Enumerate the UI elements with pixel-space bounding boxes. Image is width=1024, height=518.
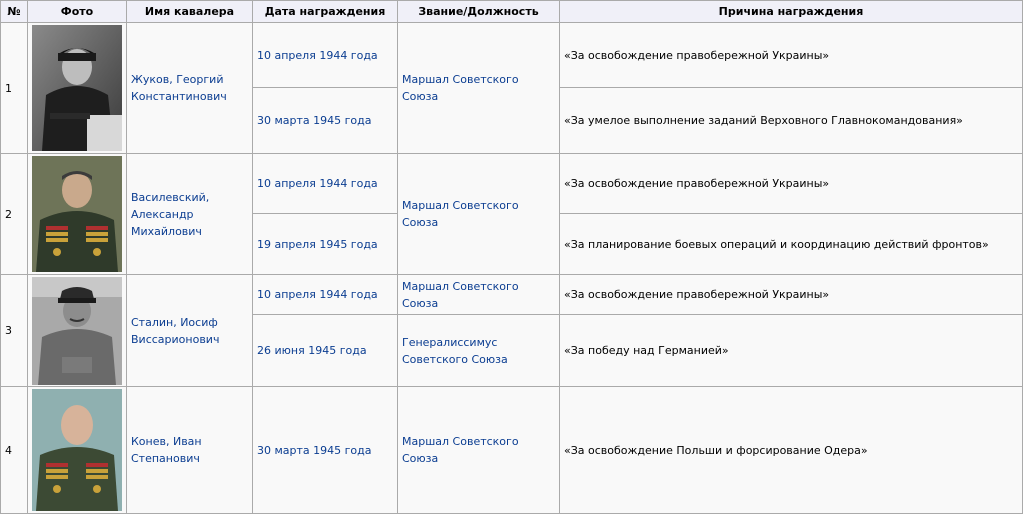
- award-date[interactable]: 10 апреля 1944 года: [253, 23, 398, 88]
- award-date[interactable]: 30 марта 1945 года: [253, 88, 398, 154]
- header-row: [1, 1, 1023, 23]
- portrait-stalin-image[interactable]: [32, 277, 122, 385]
- rank-link[interactable]: Маршал Советского Союза: [398, 275, 560, 315]
- row-number: 4: [1, 387, 28, 514]
- award-date[interactable]: 26 июня 1945 года: [253, 315, 398, 387]
- photo-cell: [28, 387, 127, 514]
- award-date[interactable]: 30 марта 1945 года: [253, 387, 398, 514]
- portrait-vasilevsky-image[interactable]: [32, 156, 122, 272]
- name-link[interactable]: Василевский, Александр Михайлович: [127, 154, 253, 275]
- rank-link[interactable]: Маршал Советского Союза: [398, 23, 560, 154]
- header-rank[interactable]: Звание/Должность: [398, 1, 560, 23]
- photo-cell: [28, 154, 127, 275]
- header-num[interactable]: №: [1, 1, 28, 23]
- portrait-zhukov-image[interactable]: [32, 25, 122, 151]
- table-row: [1, 23, 1023, 88]
- name-link[interactable]: Жуков, Георгий Константинович: [127, 23, 253, 154]
- row-number: 2: [1, 154, 28, 275]
- award-reason: «За освобождение правобережной Украины»: [560, 154, 1023, 214]
- rank-link[interactable]: Маршал Советского Союза: [398, 154, 560, 275]
- award-reason: «За победу над Германией»: [560, 315, 1023, 387]
- award-reason: «За освобождение правобережной Украины»: [560, 23, 1023, 88]
- photo-cell: [28, 275, 127, 387]
- header-photo[interactable]: Фото: [28, 1, 127, 23]
- portrait-konev-image[interactable]: [32, 389, 122, 511]
- award-date[interactable]: 10 апреля 1944 года: [253, 275, 398, 315]
- photo-cell: [28, 23, 127, 154]
- name-link[interactable]: Конев, Иван Степанович: [127, 387, 253, 514]
- header-date[interactable]: Дата награждения: [253, 1, 398, 23]
- rank-link[interactable]: Маршал Советского Союза: [398, 387, 560, 514]
- award-reason: «За освобождение Польши и форсирование Одера»: [560, 387, 1023, 514]
- rank-link[interactable]: Генералиссимус Советского Союза: [398, 315, 560, 387]
- name-link[interactable]: Сталин, Иосиф Виссарионович: [127, 275, 253, 387]
- header-reason[interactable]: Причина награждения: [560, 1, 1023, 23]
- table-row: [1, 154, 1023, 214]
- award-reason: «За освобождение правобережной Украины»: [560, 275, 1023, 315]
- award-reason: «За планирование боевых операций и координацию действий фронтов»: [560, 214, 1023, 275]
- award-reason: «За умелое выполнение заданий Верховного Главнокомандования»: [560, 88, 1023, 154]
- table-row: [1, 275, 1023, 315]
- row-number: 3: [1, 275, 28, 387]
- table-row: [1, 387, 1023, 514]
- row-number: 1: [1, 23, 28, 154]
- award-date[interactable]: 19 апреля 1945 года: [253, 214, 398, 275]
- header-name[interactable]: Имя кавалера: [127, 1, 253, 23]
- award-date[interactable]: 10 апреля 1944 года: [253, 154, 398, 214]
